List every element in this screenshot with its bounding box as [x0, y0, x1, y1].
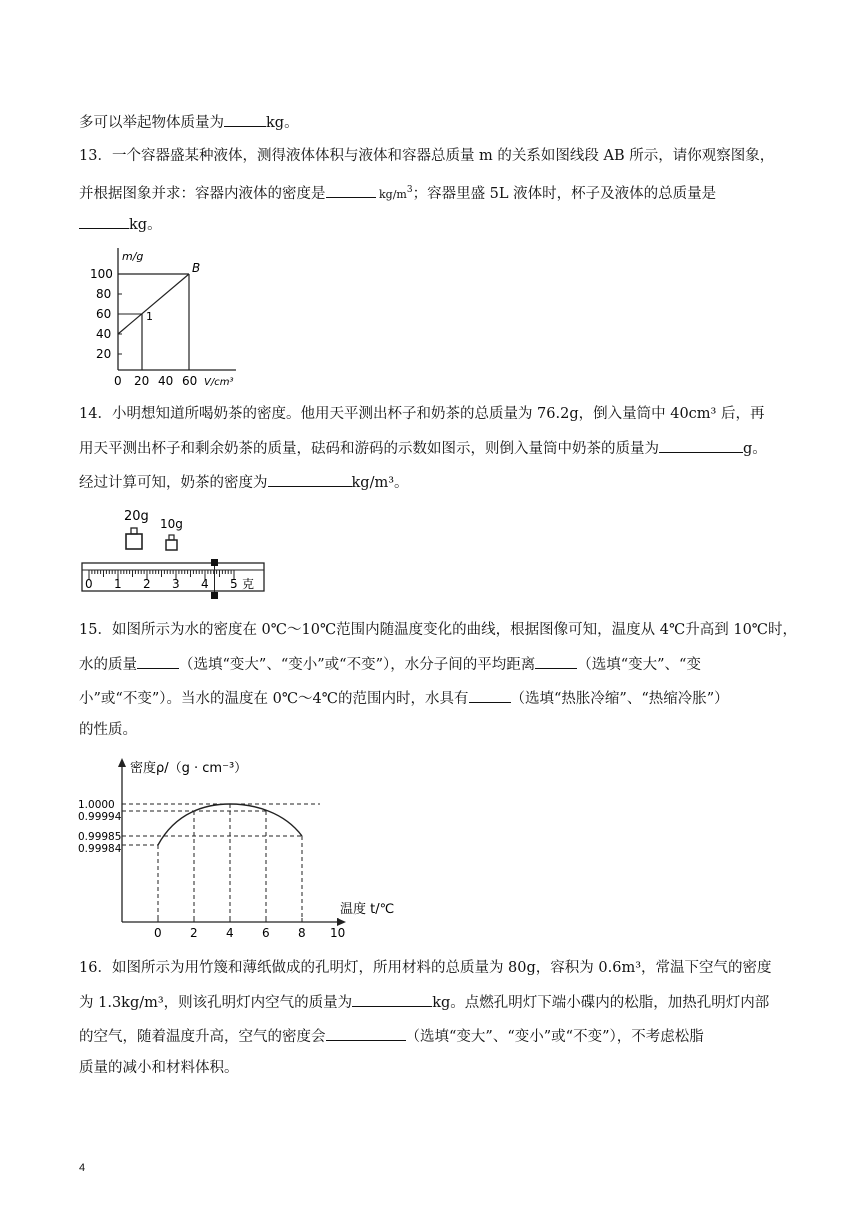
q15-text-a: 水的质量 — [79, 657, 137, 673]
q15-ytick-4: 0.99984 — [78, 843, 122, 855]
rider-bottom-icon — [211, 592, 218, 599]
q13-line-ab — [118, 274, 189, 334]
q15-xtick-8: 8 — [298, 926, 306, 940]
q14-text-c: 经过计算可知，奶茶的密度为 — [79, 475, 268, 491]
q16-blank-density — [326, 1026, 406, 1041]
q13-unit: kg/m — [375, 187, 407, 201]
q15-text-d: 小”或“不变”）。当水的温度在 0℃～4℃的范围内时，水具有 — [79, 691, 469, 707]
q16-line-4: 质量的减小和材料体积。 — [79, 1060, 239, 1076]
q12-text-end: kg。 — [266, 115, 299, 131]
q15-line-1: 15．如图所示为水的密度在 0℃～10℃范围内随温度变化的曲线，根据图像可知，温度从 4℃升高到 10℃时， — [79, 622, 798, 638]
scale-3: 3 — [172, 577, 180, 591]
q13-line-1: 13．一个容器盛某种液体，测得液体体积与液体和容器总质量 m 的关系如图线段 AB 所示，请你观察图象， — [79, 148, 775, 164]
q14-blank-density — [268, 472, 352, 487]
q15-line-4: 的性质。 — [79, 722, 137, 738]
scale-0: 0 — [85, 577, 93, 591]
page-number: 4 — [79, 1162, 86, 1174]
q15-xtick-4: 4 — [226, 926, 234, 940]
q15-ytick-3: 0.99985 — [78, 831, 122, 843]
q14-line-3 — [79, 472, 409, 493]
q13-xtick-60: 60 — [182, 374, 198, 388]
scale-5: 5 — [230, 577, 238, 591]
q13-text-c: ；容器里盛 5L 液体时，杯子及液体的总质量是 — [412, 185, 717, 202]
q13-xtick-40: 40 — [158, 374, 174, 388]
q12-blank — [224, 112, 266, 127]
q13-line-3 — [79, 214, 162, 235]
q15-text-b: （选填“变大”、“变小”或“不变”），水分子间的平均距离 — [179, 657, 536, 673]
q15-blank-2 — [535, 654, 577, 669]
q12-text: 多可以举起物体质量为 — [79, 115, 224, 131]
q15-xtick-2: 2 — [190, 926, 198, 940]
q13-line-2 — [79, 180, 716, 205]
q14-weight-20g-label: 20g — [124, 509, 149, 524]
q15-y-label: 密度ρ/（g · cm⁻³） — [130, 761, 248, 776]
q16-text-c: 的空气，随着温度升高，空气的密度会 — [79, 1029, 326, 1045]
q14-line-2 — [79, 438, 767, 459]
rider-top-icon — [211, 559, 218, 566]
q15-density-graph — [76, 754, 406, 948]
q14-balance-figure — [80, 504, 270, 608]
q15-blank-3 — [469, 688, 511, 703]
q13-ytick-40: 40 — [96, 327, 112, 341]
q13-graph — [86, 242, 256, 396]
q16-blank-mass — [352, 992, 432, 1007]
q15-xtick-0: 0 — [154, 926, 162, 940]
q13-ytick-60: 60 — [96, 307, 112, 321]
q15-line-3 — [79, 688, 729, 709]
q16-text-d: （选填“变大”、“变小”或“不变”），不考虑松脂 — [405, 1029, 704, 1045]
q13-blank-mass — [79, 214, 129, 229]
q15-xtick-6: 6 — [262, 926, 270, 940]
q13-xtick-20: 20 — [134, 374, 150, 388]
q13-blank-density — [326, 183, 376, 198]
q16-text-b: kg。点燃孔明灯下端小碟内的松脂，加热孔明灯内部 — [432, 995, 770, 1011]
q13-text-a: 并根据图象并求：容器内液体的密度是 — [79, 185, 326, 202]
scale-2: 2 — [143, 577, 151, 591]
q13-ytick-20: 20 — [96, 347, 112, 361]
q14-weight-10g-label: 10g — [160, 517, 183, 531]
q15-blank-1 — [137, 654, 179, 669]
q15-line-2 — [79, 654, 701, 675]
q15-xtick-10: 10 — [330, 926, 346, 940]
q15-ytick-1: 1.0000 — [78, 799, 115, 811]
q15-x-label: 温度 t/℃ — [340, 902, 395, 917]
q16-line-2 — [79, 992, 769, 1013]
q13-ytick-80: 80 — [96, 287, 112, 301]
q15-text-e: （选填“热胀冷缩”、“热缩冷胀”） — [510, 691, 729, 707]
q13-x-label: V/cm³ — [204, 377, 234, 388]
q13-text-kg: kg。 — [129, 217, 162, 233]
scale-4: 4 — [201, 577, 209, 591]
weight-10g-icon — [166, 535, 177, 550]
q14-text-unit: kg/m³。 — [351, 475, 409, 491]
q13-unit-sup: 3 — [406, 185, 413, 195]
q15-text-c: （选填“变大”、“变 — [577, 657, 701, 673]
q14-blank-mass — [659, 438, 743, 453]
weight-20g-icon — [126, 528, 142, 549]
q12-line — [79, 112, 299, 133]
scale-1: 1 — [114, 577, 122, 591]
q14-text-a: 用天平测出杯子和剩余奶茶的质量，砝码和游码的示数如图示，则倒入量筒中奶茶的质量为 — [79, 441, 659, 457]
q13-ytick-100: 100 — [90, 267, 113, 281]
q13-y-label: m/g — [122, 250, 144, 263]
q13-point-label: 1 — [146, 310, 153, 323]
q14-text-g: g。 — [743, 441, 767, 457]
q13-xtick-0: 0 — [114, 374, 122, 388]
q16-line-1: 16．如图所示为用竹篾和薄纸做成的孔明灯，所用材料的总质量为 80g，容积为 0.6m³，常温下空气的密度 — [79, 960, 772, 976]
scale-unit: 克 — [242, 577, 255, 591]
q13-point-b: B — [192, 261, 201, 275]
q14-line-1: 14．小明想知道所喝奶茶的密度。他用天平测出杯子和奶茶的总质量为 76.2g，倒入量筒中 40cm³ 后，再 — [79, 406, 765, 422]
q15-density-curve — [158, 804, 302, 845]
q16-line-3 — [79, 1026, 704, 1047]
q15-ytick-2: 0.99994 — [78, 811, 122, 823]
q16-text-a: 为 1.3kg/m³，则该孔明灯内空气的质量为 — [79, 995, 353, 1011]
